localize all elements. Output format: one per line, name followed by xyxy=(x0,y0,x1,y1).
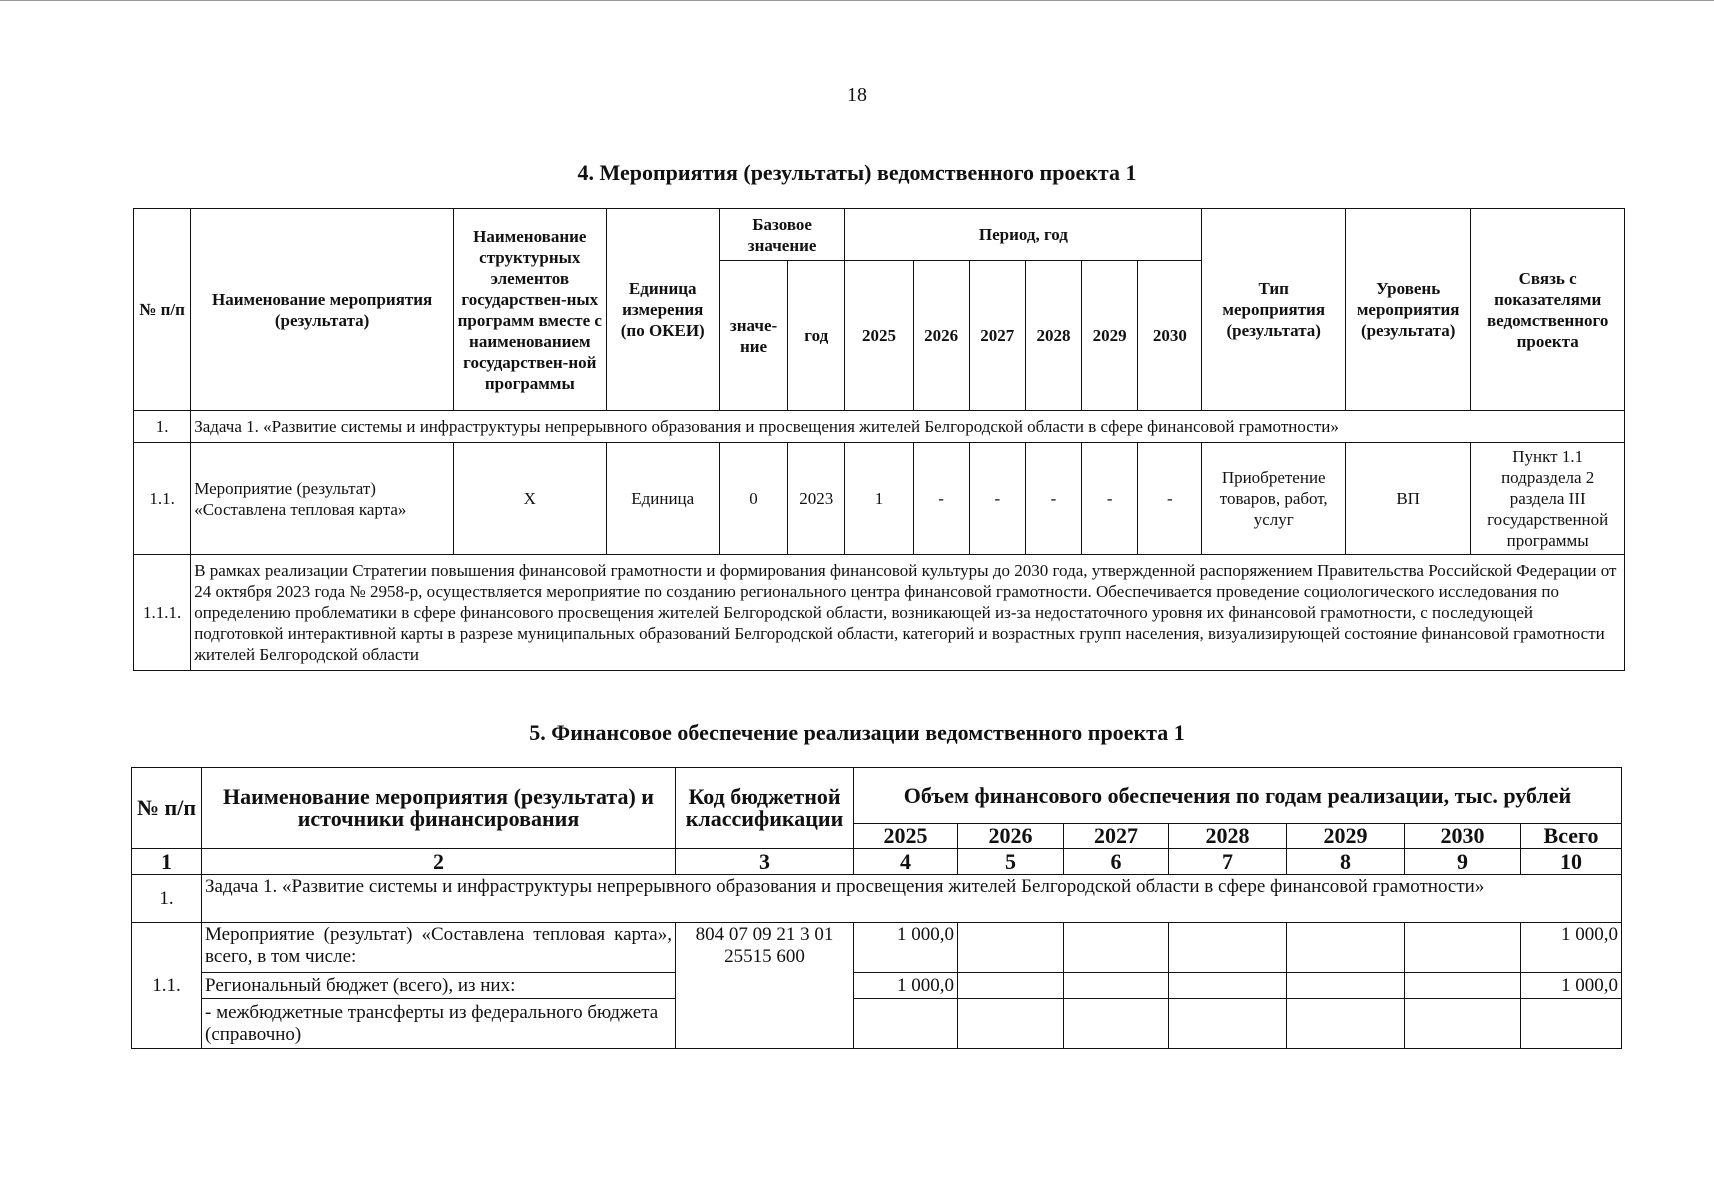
fin-year-header: 2027 xyxy=(1064,824,1169,849)
task-text: Задача 1. «Развитие системы и инфраструктуры непрерывного образования и просвещения жителей Белгородской области в сфере финансовой грамотности» xyxy=(191,411,1625,443)
budget-code: 804 07 09 21 3 01 25515 600 xyxy=(676,923,854,1049)
item-value: - xyxy=(913,443,969,555)
item-structural: Х xyxy=(454,443,607,555)
item-unit: Единица xyxy=(606,443,719,555)
col-year-header: 2027 xyxy=(969,261,1025,411)
description-text: В рамках реализации Стратегии повышения финансовой грамотности и формирования финансовой культуры до 2030 года, утвержденной распоряжением Правительства Российской Федерации от 24 октября 2023 года № 2958-р, осуществляется мероприятие по созданию регионального центра финансовой грамотности. Обеспечивается проведение социологического исследования по определению проблематики в сфере финансового просвещения жителей Белгородской области, возникающей из-за недостаточного уровня их финансовой грамотности, с последующей подготовкой интерактивной карты в разрезе муниципальных образований Белгородской области, категорий и возрастных групп населения, визуализирующей состояние финансовой грамотности жителей Белгородской области xyxy=(191,555,1625,671)
fin-value xyxy=(1064,999,1169,1049)
fin-value xyxy=(1287,999,1405,1049)
col-base-header: Базовое значение xyxy=(719,209,844,261)
item-base-year: 2023 xyxy=(788,443,845,555)
fin-col-code-header: Код бюджетной классификации xyxy=(676,768,854,849)
events-table xyxy=(133,208,1625,671)
item-base-value: 0 xyxy=(719,443,787,555)
fin-item-label: Мероприятие (результат) «Составлена тепловая карта», всего, в том числе: xyxy=(202,923,676,973)
fin-value xyxy=(1405,999,1521,1049)
col-number: 2 xyxy=(202,849,676,875)
item-value: - xyxy=(1025,443,1081,555)
fin-item-label: - межбюджетные трансферты из федерального бюджета (справочно) xyxy=(202,999,676,1049)
fin-task-text: Задача 1. «Развитие системы и инфраструктуры непрерывного образования и просвещения жителей Белгородской области в сфере финансовой грамотности» xyxy=(202,875,1622,923)
column-numbers-row xyxy=(132,849,1622,875)
fin-value xyxy=(1405,973,1521,999)
col-number: 10 xyxy=(1521,849,1622,875)
col-year-header: 2025 xyxy=(845,261,913,411)
fin-value: 1 000,0 xyxy=(854,973,958,999)
item-value: 1 xyxy=(845,443,913,555)
item-type: Приобретение товаров, работ, услуг xyxy=(1202,443,1345,555)
col-number: 4 xyxy=(854,849,958,875)
fin-regional-row xyxy=(132,973,1622,999)
fin-year-header: 2029 xyxy=(1287,824,1405,849)
fin-value xyxy=(1405,923,1521,973)
section5-title: 5. Финансовое обеспечение реализации ведомственного проекта 1 xyxy=(529,720,1185,745)
fin-item-row xyxy=(132,923,1622,973)
col-year-header: 2026 xyxy=(913,261,969,411)
fin-task-num: 1. xyxy=(132,875,202,923)
item-value: - xyxy=(1138,443,1202,555)
col-type-header: Тип мероприятия (результата) xyxy=(1202,209,1345,411)
col-name-header: Наименование мероприятия (результата) xyxy=(191,209,454,411)
col-number: 3 xyxy=(676,849,854,875)
fin-federal-row xyxy=(132,999,1622,1049)
col-base-year-header: год xyxy=(788,261,845,411)
fin-year-header: 2030 xyxy=(1405,824,1521,849)
description-row xyxy=(134,555,1625,671)
fin-col-num-header: № п/п xyxy=(132,768,202,849)
col-link-header: Связь с показателями ведомственного проекта xyxy=(1471,209,1625,411)
fin-value xyxy=(1169,999,1287,1049)
scan-top-edge xyxy=(0,0,1714,1)
fin-value xyxy=(1064,973,1169,999)
col-level-header: Уровень мероприятия (результата) xyxy=(1345,209,1470,411)
fin-year-header: 2026 xyxy=(958,824,1064,849)
fin-value xyxy=(854,999,958,1049)
fin-value xyxy=(1287,973,1405,999)
col-year-header: 2028 xyxy=(1025,261,1081,411)
fin-value xyxy=(1287,923,1405,973)
fin-value xyxy=(1169,923,1287,973)
item-name: Мероприятие (результат) «Составлена тепловая карта» xyxy=(191,443,454,555)
fin-col-volume-header: Объем финансового обеспечения по годам реализации, тыс. рублей xyxy=(854,768,1622,824)
fin-total xyxy=(1521,999,1622,1049)
fin-total-header: Всего xyxy=(1521,824,1622,849)
item-value: - xyxy=(1082,443,1138,555)
col-number: 7 xyxy=(1169,849,1287,875)
fin-item-label: Региональный бюджет (всего), из них: xyxy=(202,973,676,999)
col-number: 6 xyxy=(1064,849,1169,875)
item-link: Пункт 1.1 подраздела 2 раздела III государственной программы xyxy=(1471,443,1625,555)
fin-value xyxy=(958,923,1064,973)
fin-item-num: 1.1. xyxy=(132,923,202,1049)
fin-col-name-header: Наименование мероприятия (результата) и источники финансирования xyxy=(202,768,676,849)
fin-value xyxy=(958,999,1064,1049)
col-year-header: 2029 xyxy=(1082,261,1138,411)
fin-value: 1 000,0 xyxy=(854,923,958,973)
fin-task-row xyxy=(132,875,1622,923)
fin-value xyxy=(958,973,1064,999)
fin-year-header: 2028 xyxy=(1169,824,1287,849)
fin-value xyxy=(1064,923,1169,973)
col-number: 5 xyxy=(958,849,1064,875)
page-number: 18 xyxy=(847,84,867,106)
section4-title: 4. Мероприятия (результаты) ведомственного проекта 1 xyxy=(577,160,1137,185)
col-num-header: № п/п xyxy=(134,209,191,411)
col-base-value-header: значе-ние xyxy=(719,261,787,411)
fin-total: 1 000,0 xyxy=(1521,973,1622,999)
item-value: - xyxy=(969,443,1025,555)
col-structural-header: Наименование структурных элементов государствен-ных программ вместе с наименованием государствен-ной программы xyxy=(454,209,607,411)
item-level: ВП xyxy=(1345,443,1470,555)
col-number: 8 xyxy=(1287,849,1405,875)
col-period-header: Период, год xyxy=(845,209,1202,261)
item-row xyxy=(134,443,1625,555)
col-number: 9 xyxy=(1405,849,1521,875)
financing-table xyxy=(131,767,1622,1049)
item-num: 1.1. xyxy=(134,443,191,555)
col-number: 1 xyxy=(132,849,202,875)
description-num: 1.1.1. xyxy=(134,555,191,671)
task-row xyxy=(134,411,1625,443)
task-num: 1. xyxy=(134,411,191,443)
fin-year-header: 2025 xyxy=(854,824,958,849)
fin-value xyxy=(1169,973,1287,999)
col-unit-header: Единица измерения (по ОКЕИ) xyxy=(606,209,719,411)
col-year-header: 2030 xyxy=(1138,261,1202,411)
fin-total: 1 000,0 xyxy=(1521,923,1622,973)
